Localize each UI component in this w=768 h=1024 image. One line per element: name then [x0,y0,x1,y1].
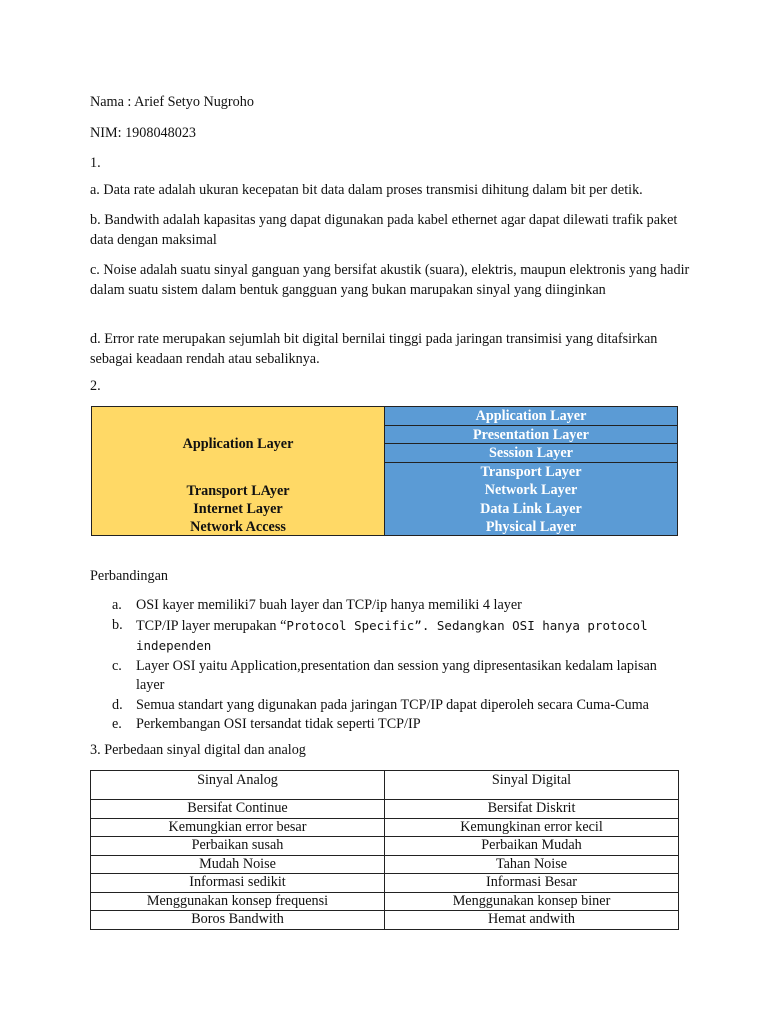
answer-1a: a. Data rate adalah ukuran kecepatan bit data dalam proses transmisi dihitung dalam bit per detik. [90,182,643,198]
list-item [112,715,672,735]
analog-cell: Boros Bandwith [91,911,385,930]
name-line: Nama : Arief Setyo Nugroho [90,94,254,110]
list-item-text: Perkembangan OSI tersandat tidak seperti TCP/IP [136,716,421,732]
list-marker: c. [112,657,122,674]
osi-application-layer: Application Layer [385,407,677,426]
digital-cell: Tahan Noise [385,855,679,874]
osi-physical-layer: Physical Layer [485,519,577,535]
list-marker: d. [112,696,123,713]
tcp-network-access: Network Access [190,519,286,535]
analog-cell: Kemungkian error besar [91,818,385,837]
digital-cell: Perbaikan Mudah [385,837,679,856]
analog-cell: Menggunakan konsep frequensi [91,892,385,911]
nim-line: NIM: 1908048023 [90,125,197,141]
question-3-title: 3. Perbedaan sinyal digital dan analog [90,742,306,758]
digital-cell: Menggunakan konsep biner [385,892,679,911]
table-row [91,818,679,837]
comparison-title: Perbandingan [90,568,169,584]
signal-comparison-table [90,770,679,930]
list-item-text-mono: Protocol Specific”. Sedangkan OSI hanya protocol independen [136,617,648,653]
list-marker: e. [112,716,122,732]
table-row [91,911,679,930]
osi-transport-layer: Transport Layer [480,463,582,480]
analog-cell: Bersifat Continue [91,800,385,819]
tcp-application-layer: Application Layer [182,436,294,452]
question-1-number: 1. [90,155,101,171]
tcp-ip-column [92,407,385,535]
list-marker: a. [112,597,122,613]
answer-1b: b. Bandwith adalah kapasitas yang dapat digunakan pada kabel ethernet agar dapat dilewati trafik paket data dengan maksimal [90,212,678,248]
analog-cell: Perbaikan susah [91,837,385,856]
digital-cell: Hemat andwith [385,911,679,930]
table-row [91,837,679,856]
comparison-list [112,596,672,735]
header-analog: Sinyal Analog [91,771,385,800]
table-row [91,800,679,819]
digital-cell: Informasi Besar [385,874,679,893]
list-item-text: Layer OSI yaitu Application,presentation dan session yang dipresentasikan kedalam lapisan layer [136,657,657,693]
osi-presentation-layer: Presentation Layer [385,426,677,445]
tcp-internet-layer: Internet Layer [193,501,283,517]
table-row [91,855,679,874]
analog-cell: Mudah Noise [91,855,385,874]
list-item [112,657,672,696]
osi-column [385,407,677,535]
answer-1d: d. Error rate merupakan sejumlah bit digital bernilai tinggi pada jaringan transimisi yang ditafsirkan sebagai keadaan rendah atau sebaliknya. [90,331,658,367]
list-item-text: TCP/IP layer merupakan “ [136,617,287,634]
list-item [112,616,672,657]
osi-data-link-layer: Data Link Layer [480,500,582,517]
layer-comparison-table [91,406,678,536]
answer-1c: c. Noise adalah suatu sinyal ganguan yang bersifat akustik (suara), elektris, maupun elektronis yang hadir dalam suatu sistem dalam bentuk gangguan yang bukan marupakan sinyal yang diinginkan [90,262,690,298]
table-header-row [91,771,679,800]
tcp-transport-layer: Transport LAyer [186,483,290,499]
header-digital: Sinyal Digital [385,771,679,800]
list-item-text: Semua standart yang digunakan pada jaringan TCP/IP dapat diperoleh secara Cuma-Cuma [136,696,649,713]
analog-cell: Informasi sedikit [91,874,385,893]
table-row [91,874,679,893]
table-row [91,892,679,911]
osi-network-layer: Network Layer [484,482,578,498]
digital-cell: Kemungkinan error kecil [385,818,679,837]
list-item-text: OSI kayer memiliki7 buah layer dan TCP/ip hanya memiliki 4 layer [136,597,522,613]
list-item [112,596,672,616]
list-item [112,696,672,716]
osi-session-layer: Session Layer [385,444,677,463]
list-marker: b. [112,616,123,633]
question-2-number: 2. [90,378,101,394]
digital-cell: Bersifat Diskrit [385,800,679,819]
